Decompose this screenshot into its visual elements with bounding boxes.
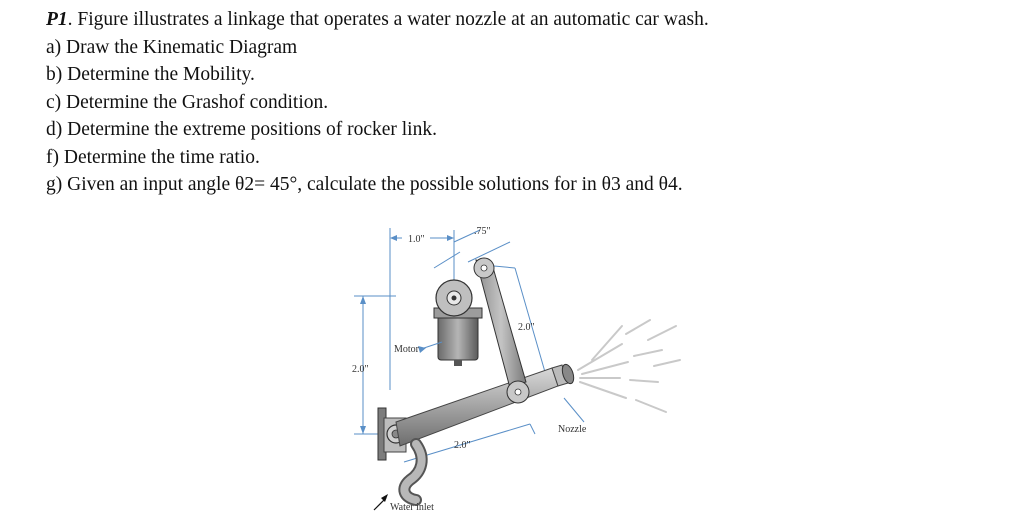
task-c: c) Determine the Grashof condition.	[46, 91, 329, 113]
label-water-inlet: Water inlet	[390, 502, 434, 513]
water-inlet-hose	[404, 444, 421, 500]
nozzle-pointer	[564, 398, 584, 422]
problem-id: P1	[46, 9, 68, 30]
dim-crank-length: .75"	[474, 226, 491, 237]
linkage-figure	[330, 222, 710, 522]
motor-body	[434, 308, 482, 366]
label-motor: Motor	[394, 344, 419, 355]
problem-statement-text: . Figure illustrates a linkage that operates a water nozzle at an automatic car wash.	[67, 9, 709, 30]
problem-statement	[46, 6, 1006, 34]
task-f: f) Determine the time ratio.	[46, 146, 260, 168]
crank-disk	[436, 280, 472, 316]
linkage-illustration	[330, 222, 710, 522]
task-d: d) Determine the extreme positions of rocker link.	[46, 119, 437, 140]
dim-crank-offset: 1.0"	[408, 234, 425, 245]
dim-coupler-length: 2.0"	[518, 322, 535, 333]
dim-vertical-offset: 2.0"	[352, 364, 369, 375]
nozzle-pipe	[396, 363, 576, 446]
task-b: b) Determine the Mobility.	[46, 64, 255, 85]
dim-nozzle-arm: 2.0"	[454, 440, 471, 451]
water-spray	[578, 320, 680, 412]
problem-text	[46, 6, 1006, 199]
task-a: a) Draw the Kinematic Diagram	[46, 36, 298, 58]
water-inlet-arrow	[374, 494, 388, 510]
task-g: g) Given an input angle θ2= 45°, calculate the possible solutions for in θ3 and θ4.	[46, 174, 683, 195]
label-nozzle: Nozzle	[558, 424, 587, 435]
